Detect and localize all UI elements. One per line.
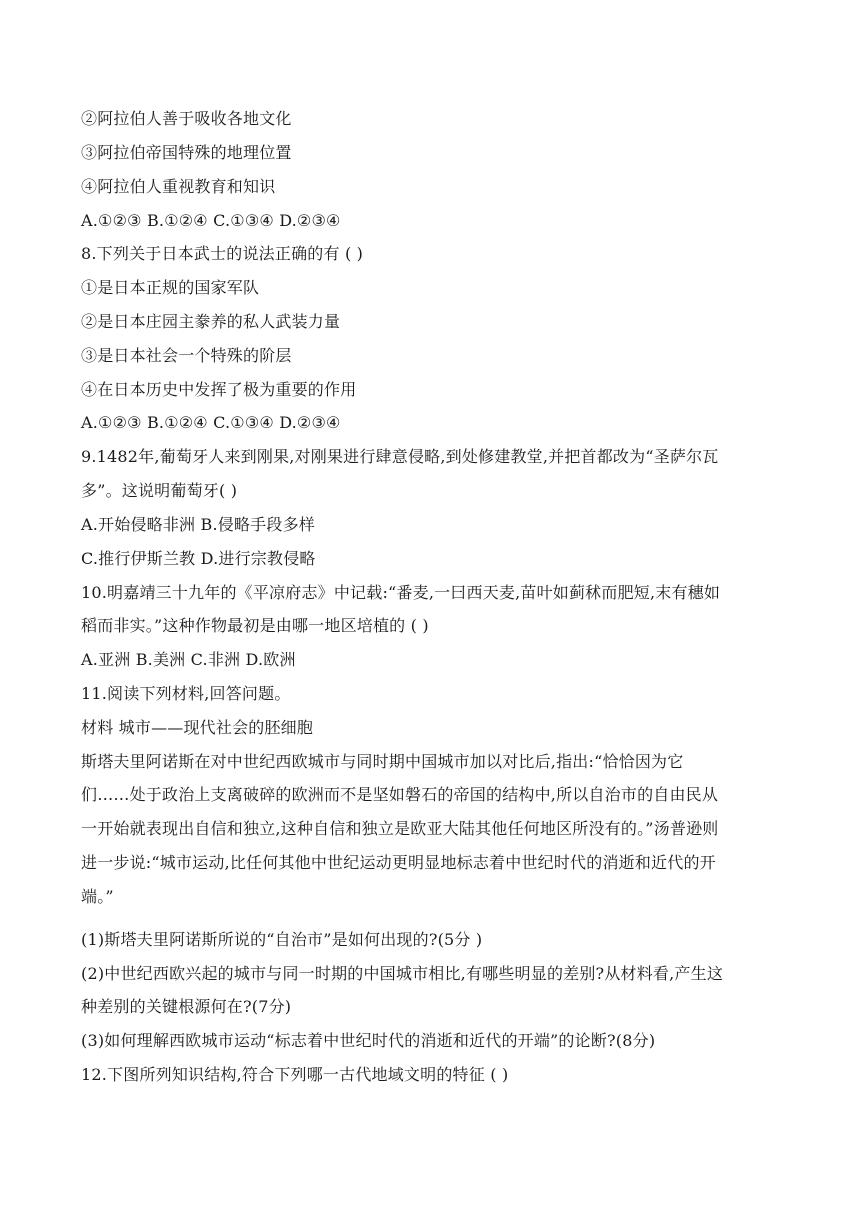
question-8: 8.下列关于日本武士的说法正确的有 ( ) (81, 244, 364, 263)
text-line: ④在日本历史中发挥了极为重要的作用 (81, 380, 357, 399)
text-line: ②是日本庄园主豢养的私人武装力量 (81, 312, 341, 331)
text-line: ③阿拉伯帝国特殊的地理位置 (81, 143, 292, 162)
text-line: 稻而非实。”这种作物最初是由哪一地区培植的 ( ) (81, 616, 429, 635)
answer-options: A.亚洲 B.美洲 C.非洲 D.欧洲 (81, 650, 296, 669)
text-line: 多”。这说明葡萄牙( ) (81, 481, 238, 500)
question-12: 12.下图所列知识结构,符合下列哪一古代地域文明的特征 ( ) (81, 1065, 509, 1084)
text-line: ④阿拉伯人重视教育和知识 (81, 177, 276, 196)
question-10: 10.明嘉靖三十九年的《平凉府志》中记载:“番麦,一曰西天麦,苗叶如蓟秫而肥短,末有穗如 (81, 583, 721, 602)
material-text: 斯塔夫里阿诺斯在对中世纪西欧城市与同时期中国城市加以对比后,指出:“恰恰因为它 (81, 752, 684, 771)
text-line: ③是日本社会一个特殊的阶层 (81, 346, 292, 365)
answer-options: C.推行伊斯兰教 D.进行宗教侵略 (81, 549, 316, 568)
material-text: 端。” (81, 887, 114, 906)
sub-question-1: (1)斯塔夫里阿诺斯所说的“自治市”是如何出现的?(5分 ) (81, 930, 483, 949)
material-title: 材料 城市——现代社会的胚细胞 (81, 718, 314, 737)
material-text: 一开始就表现出自信和独立,这种自信和独立是欧亚大陆其他任何地区所没有的。”汤普逊则 (81, 819, 719, 838)
text-line: ①是日本正规的国家军队 (81, 278, 260, 297)
answer-options: A.①②③ B.①②④ C.①③④ D.②③④ (81, 413, 341, 432)
text-line: 种差别的关键根源何在?(7分) (81, 997, 292, 1016)
question-9: 9.1482年,葡萄牙人来到刚果,对刚果进行肆意侵略,到处修建教堂,并把首都改为“圣萨尔瓦 (81, 447, 719, 466)
question-11: 11.阅读下列材料,回答问题。 (81, 684, 291, 703)
sub-question-2: (2)中世纪西欧兴起的城市与同一时期的中国城市相比,有哪些明显的差别?从材料看,产生这 (81, 964, 724, 983)
sub-question-3: (3)如何理解西欧城市运动“标志着中世纪时代的消逝和近代的开端”的论断?(8分) (81, 1031, 656, 1050)
answer-options: A.开始侵略非洲 B.侵略手段多样 (81, 515, 315, 534)
text-line: ②阿拉伯人善于吸收各地文化 (81, 109, 292, 128)
answer-options: A.①②③ B.①②④ C.①③④ D.②③④ (81, 211, 341, 230)
material-text: 们……处于政治上支离破碎的欧洲而不是坚如磐石的帝国的结构中,所以自治市的自由民从 (81, 785, 719, 804)
material-text: 进一步说:“城市运动,比任何其他中世纪运动更明显地标志着中世纪时代的消逝和近代的开 (81, 853, 716, 872)
